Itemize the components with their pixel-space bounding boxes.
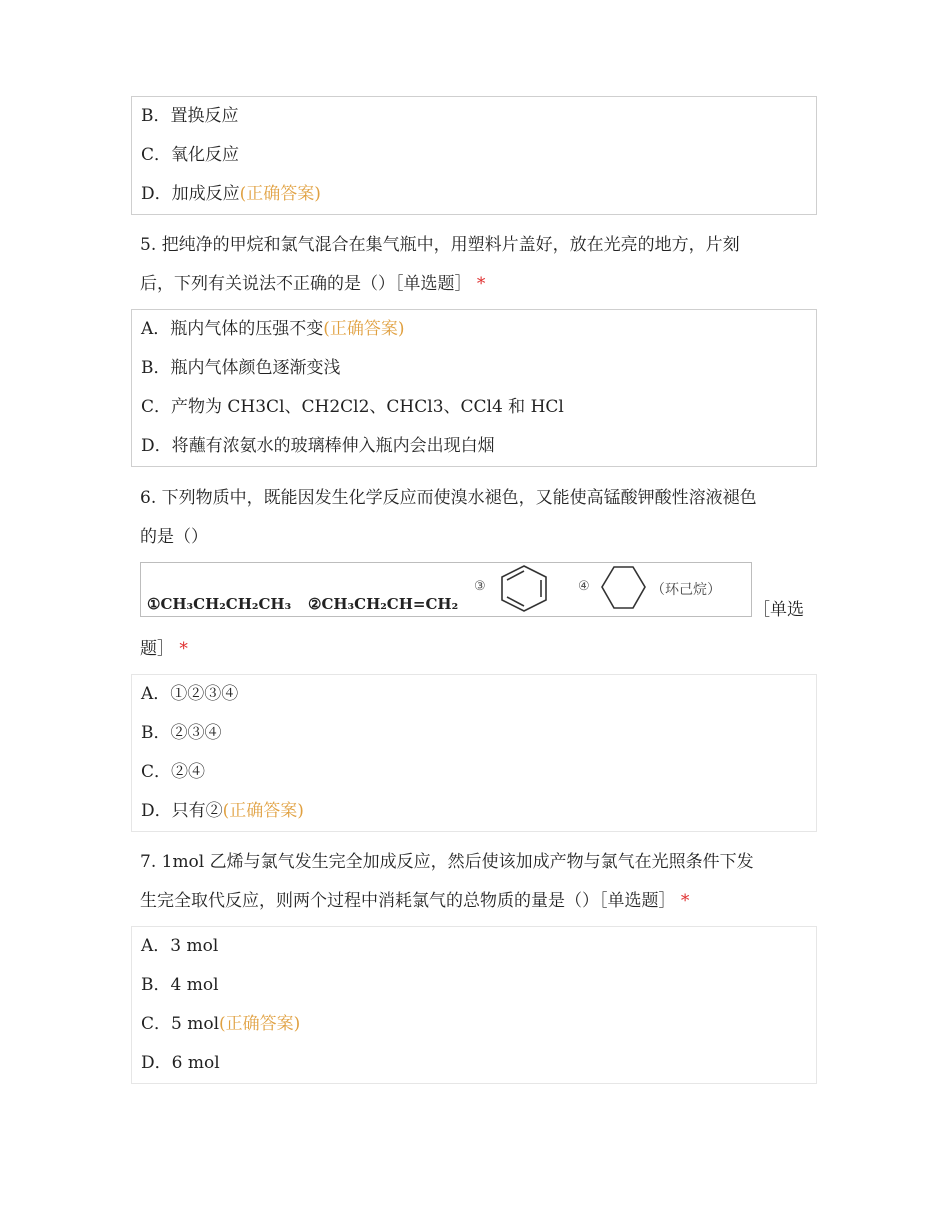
q7-line1: 7. 1mol 乙烯与氯气发生完全加成反应，然后使该加成产物与氯气在光照条件下发: [140, 852, 754, 872]
q6-option-a[interactable]: A．①②③④: [141, 684, 239, 704]
q6-stem: [140, 479, 820, 557]
q6-type-part1: ［单选: [753, 600, 804, 620]
q7-option-c[interactable]: C．5 mol(正确答案): [141, 1014, 301, 1034]
formula-3-number: ③: [474, 579, 486, 594]
q4-option-d[interactable]: D．加成反应(正确答案): [141, 184, 321, 204]
q7-line2: 生完全取代反应，则两个过程中消耗氯气的总物质的量是（）［单选题］ *: [140, 891, 690, 911]
cyclohexane-ring: [602, 567, 645, 608]
q7-stem: [140, 843, 820, 921]
formula-1: ①CH₃CH₂CH₂CH₃: [147, 595, 292, 613]
q5-stem: [140, 226, 820, 304]
q4-option-c[interactable]: C．氧化反应: [141, 145, 240, 165]
q6-option-b[interactable]: B．②③④: [141, 723, 222, 743]
required-star: *: [476, 274, 486, 294]
q7-option-b[interactable]: B．4 mol: [141, 975, 219, 995]
q7-option-a[interactable]: A．3 mol: [141, 936, 219, 956]
q7-options: [131, 926, 817, 1084]
q5-option-d[interactable]: D．将蘸有浓氨水的玻璃棒伸入瓶内会出现白烟: [141, 436, 495, 456]
q5-option-b[interactable]: B．瓶内气体颜色逐渐变浅: [141, 358, 341, 378]
q5-option-a[interactable]: A．瓶内气体的压强不变(正确答案): [141, 319, 405, 339]
required-star: *: [680, 891, 690, 911]
formula-2: ②CH₃CH₂CH=CH₂: [308, 595, 459, 613]
benzene-ring: [502, 566, 546, 611]
correct-answer-mark: (正确答案): [239, 184, 321, 204]
q6-options: [131, 674, 817, 832]
q6-line1: 6. 下列物质中，既能因发生化学反应而使溴水褪色，又能使高锰酸钾酸性溶液褪色: [140, 488, 757, 508]
structure-formulas: [141, 563, 751, 616]
formula-4-number: ④: [578, 579, 590, 594]
q6-option-c[interactable]: C．②④: [141, 762, 206, 782]
q5-line2: 后，下列有关说法不正确的是（）［单选题］ *: [140, 274, 486, 294]
correct-answer-mark: (正确答案): [222, 801, 304, 821]
correct-answer-mark: (正确答案): [219, 1014, 301, 1034]
q4-options: [131, 96, 817, 215]
q5-option-c[interactable]: C．产物为 CH3Cl、CH2Cl2、CHCl3、CCl4 和 HCl: [141, 397, 564, 417]
q7-option-d[interactable]: D．6 mol: [141, 1053, 220, 1073]
q4-option-b[interactable]: B．置换反应: [141, 106, 239, 126]
q6-option-d[interactable]: D．只有②(正确答案): [141, 801, 304, 821]
q6-type-part2: 题］ *: [140, 639, 188, 659]
cyclohexane-label: （环己烷）: [651, 582, 721, 598]
formula-image: [140, 562, 752, 617]
correct-answer-mark: (正确答案): [323, 319, 405, 339]
required-star: *: [179, 639, 188, 659]
q6-line2: 的是（）: [140, 527, 208, 547]
q5-line1: 5. 把纯净的甲烷和氯气混合在集气瓶中，用塑料片盖好，放在光亮的地方，片刻: [140, 235, 740, 255]
q5-options: [131, 309, 817, 467]
